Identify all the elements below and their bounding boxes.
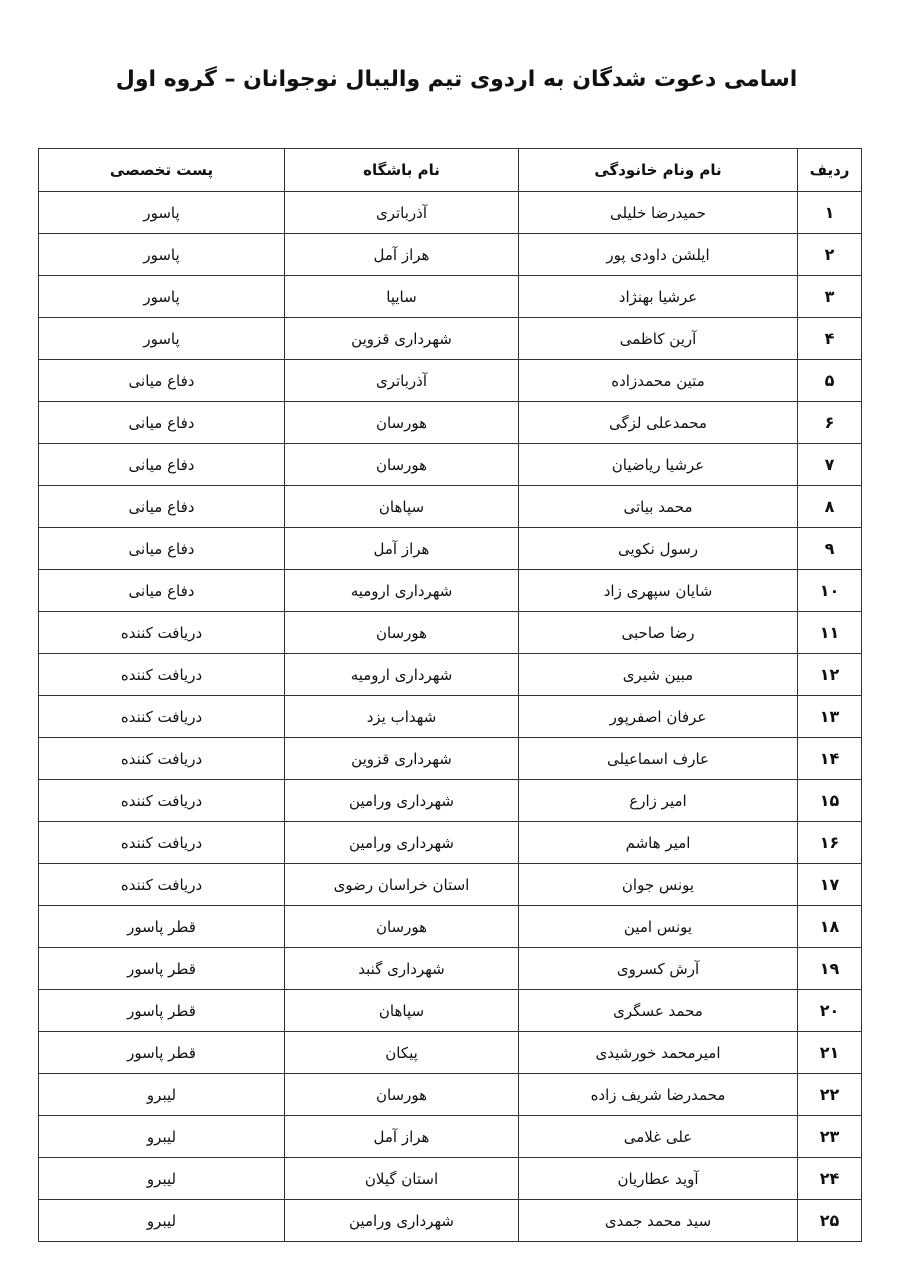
table-row xyxy=(39,1116,862,1158)
table-row xyxy=(39,654,862,696)
row-index: ۲ xyxy=(798,234,862,276)
player-position: دفاع میانی xyxy=(39,360,285,402)
table-row xyxy=(39,696,862,738)
header-club: نام باشگاه xyxy=(285,149,519,192)
player-name: سید محمد جمدی xyxy=(519,1200,798,1242)
table-row xyxy=(39,276,862,318)
player-position: دریافت کننده xyxy=(39,738,285,780)
club-name: آذرباتری xyxy=(285,192,519,234)
row-index: ۷ xyxy=(798,444,862,486)
club-name: شهرداری قزوین xyxy=(285,318,519,360)
row-index: ۵ xyxy=(798,360,862,402)
table-row xyxy=(39,1032,862,1074)
player-name: عرشیا بهنژاد xyxy=(519,276,798,318)
row-index: ۱۸ xyxy=(798,906,862,948)
club-name: هورسان xyxy=(285,612,519,654)
player-position: دریافت کننده xyxy=(39,822,285,864)
row-index: ۱۷ xyxy=(798,864,862,906)
club-name: شهرداری ورامین xyxy=(285,822,519,864)
club-name: هورسان xyxy=(285,402,519,444)
club-name: هورسان xyxy=(285,906,519,948)
row-index: ۱۹ xyxy=(798,948,862,990)
player-name: رضا صاحبی xyxy=(519,612,798,654)
club-name: استان خراسان رضوی xyxy=(285,864,519,906)
club-name: سایپا xyxy=(285,276,519,318)
player-name: آوید عطاریان xyxy=(519,1158,798,1200)
player-position: دفاع میانی xyxy=(39,486,285,528)
club-name: پیکان xyxy=(285,1032,519,1074)
player-name: مبین شیری xyxy=(519,654,798,696)
player-name: شایان سپهری زاد xyxy=(519,570,798,612)
table-row xyxy=(39,906,862,948)
table-row xyxy=(39,1074,862,1116)
club-name: شهرداری ورامین xyxy=(285,1200,519,1242)
player-name: امیر هاشم xyxy=(519,822,798,864)
player-position: دفاع میانی xyxy=(39,444,285,486)
player-position: لیبرو xyxy=(39,1200,285,1242)
player-name: یونس جوان xyxy=(519,864,798,906)
player-position: لیبرو xyxy=(39,1074,285,1116)
player-position: قطر پاسور xyxy=(39,990,285,1032)
table-row xyxy=(39,864,862,906)
table-row xyxy=(39,738,862,780)
row-index: ۱۱ xyxy=(798,612,862,654)
player-name: متین محمدزاده xyxy=(519,360,798,402)
player-name: امیر زارع xyxy=(519,780,798,822)
table-row xyxy=(39,1158,862,1200)
table-row xyxy=(39,486,862,528)
table-row xyxy=(39,570,862,612)
player-name: یونس امین xyxy=(519,906,798,948)
page-title: اسامی دعوت شدگان به اردوی تیم والیبال نوجوانان – گروه اول xyxy=(115,67,798,92)
club-name: استان گیلان xyxy=(285,1158,519,1200)
player-position: دریافت کننده xyxy=(39,612,285,654)
player-name: ایلشن داودی پور xyxy=(519,234,798,276)
club-name: هراز آمل xyxy=(285,1116,519,1158)
table-row xyxy=(39,234,862,276)
row-index: ۱۶ xyxy=(798,822,862,864)
row-index: ۲۲ xyxy=(798,1074,862,1116)
row-index: ۲۳ xyxy=(798,1116,862,1158)
row-index: ۹ xyxy=(798,528,862,570)
header-name: نام ونام خانودگی xyxy=(519,149,798,192)
table-row xyxy=(39,948,862,990)
row-index: ۱۵ xyxy=(798,780,862,822)
player-name: محمد عسگری xyxy=(519,990,798,1032)
header-row xyxy=(39,149,862,192)
row-index: ۲۴ xyxy=(798,1158,862,1200)
player-name: محمدرضا شریف زاده xyxy=(519,1074,798,1116)
header-index: ردیف xyxy=(798,149,862,192)
player-name: علی غلامی xyxy=(519,1116,798,1158)
row-index: ۳ xyxy=(798,276,862,318)
row-index: ۱۲ xyxy=(798,654,862,696)
player-name: رسول نکویی xyxy=(519,528,798,570)
club-name: شهرداری ارومیه xyxy=(285,654,519,696)
player-name: محمد بیاتی xyxy=(519,486,798,528)
club-name: هراز آمل xyxy=(285,234,519,276)
player-name: محمدعلی لزگی xyxy=(519,402,798,444)
table-row xyxy=(39,192,862,234)
club-name: سپاهان xyxy=(285,990,519,1032)
player-position: دفاع میانی xyxy=(39,528,285,570)
table-row xyxy=(39,1200,862,1242)
row-index: ۲۵ xyxy=(798,1200,862,1242)
club-name: شهرداری ارومیه xyxy=(285,570,519,612)
row-index: ۱۴ xyxy=(798,738,862,780)
table-row xyxy=(39,990,862,1032)
player-position: دفاع میانی xyxy=(39,570,285,612)
player-name: آرین کاظمی xyxy=(519,318,798,360)
row-index: ۱۳ xyxy=(798,696,862,738)
row-index: ۱۰ xyxy=(798,570,862,612)
player-name: عرشیا ریاضیان xyxy=(519,444,798,486)
table-row xyxy=(39,360,862,402)
row-index: ۱ xyxy=(798,192,862,234)
player-position: دریافت کننده xyxy=(39,780,285,822)
player-name: عرفان اصفرپور xyxy=(519,696,798,738)
table-row xyxy=(39,444,862,486)
row-index: ۶ xyxy=(798,402,862,444)
row-index: ۲۱ xyxy=(798,1032,862,1074)
player-position: قطر پاسور xyxy=(39,1032,285,1074)
club-name: هورسان xyxy=(285,444,519,486)
club-name: شهداب یزد xyxy=(285,696,519,738)
player-position: پاسور xyxy=(39,192,285,234)
row-index: ۲۰ xyxy=(798,990,862,1032)
player-position: پاسور xyxy=(39,276,285,318)
player-name: حمیدرضا خلیلی xyxy=(519,192,798,234)
table-row xyxy=(39,318,862,360)
player-position: لیبرو xyxy=(39,1116,285,1158)
row-index: ۸ xyxy=(798,486,862,528)
player-name: عارف اسماعیلی xyxy=(519,738,798,780)
player-name: آرش کسروی xyxy=(519,948,798,990)
club-name: آذرباتری xyxy=(285,360,519,402)
player-position: دریافت کننده xyxy=(39,696,285,738)
table-row xyxy=(39,780,862,822)
player-position: قطر پاسور xyxy=(39,906,285,948)
club-name: شهرداری قزوین xyxy=(285,738,519,780)
row-index: ۴ xyxy=(798,318,862,360)
player-position: دریافت کننده xyxy=(39,864,285,906)
club-name: شهرداری ورامین xyxy=(285,780,519,822)
player-position: دریافت کننده xyxy=(39,654,285,696)
player-name: امیرمحمد خورشیدی xyxy=(519,1032,798,1074)
table-row xyxy=(39,822,862,864)
club-name: هراز آمل xyxy=(285,528,519,570)
club-name: شهرداری گنبد xyxy=(285,948,519,990)
player-position: لیبرو xyxy=(39,1158,285,1200)
player-position: دفاع میانی xyxy=(39,402,285,444)
header-position: پست تخصصی xyxy=(39,149,285,192)
table-row xyxy=(39,612,862,654)
player-position: پاسور xyxy=(39,234,285,276)
table-row xyxy=(39,528,862,570)
roster-table xyxy=(38,148,862,1242)
club-name: هورسان xyxy=(285,1074,519,1116)
club-name: سپاهان xyxy=(285,486,519,528)
player-position: پاسور xyxy=(39,318,285,360)
player-position: قطر پاسور xyxy=(39,948,285,990)
table-row xyxy=(39,402,862,444)
